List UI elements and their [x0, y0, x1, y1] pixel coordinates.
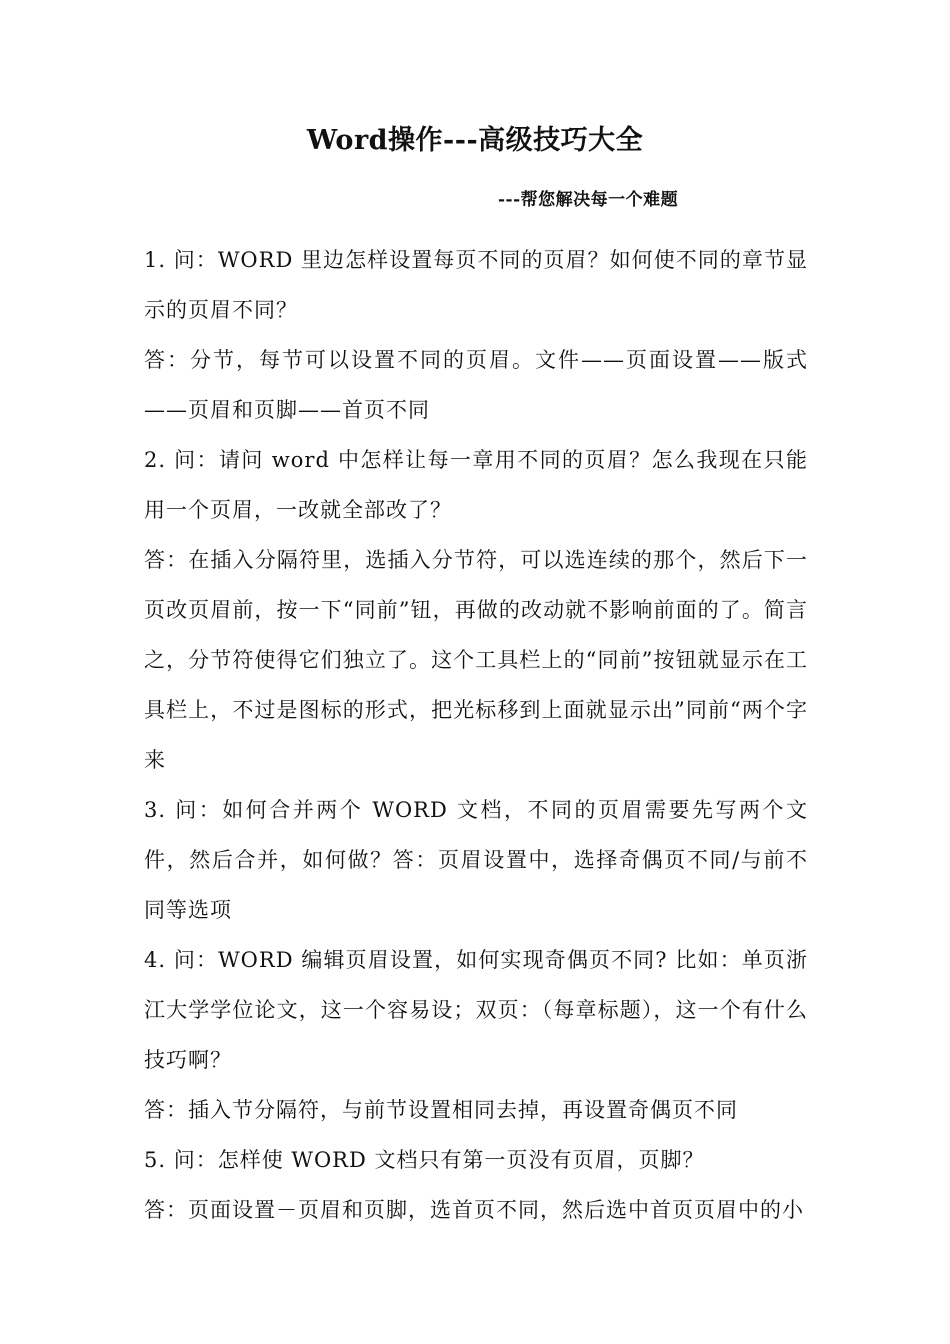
- paragraph-a1: 答：分节，每节可以设置不同的页眉。文件——页面设置——版式——页眉和页脚——首页不同: [144, 348, 808, 422]
- paragraph-q4: 4. 问：WORD 编辑页眉设置，如何实现奇偶页不同? 比如：单页浙江大学学位论文，这一个容易设；双页：（每章标题），这一个有什么技巧啊？: [144, 948, 808, 1072]
- document-title: Word操作---高级技巧大全: [306, 125, 644, 156]
- document-body: [144, 235, 808, 1235]
- paragraph-a4: 答：插入节分隔符，与前节设置相同去掉，再设置奇偶页不同: [144, 1098, 738, 1122]
- document-subtitle: ---帮您解决每一个难题: [498, 190, 679, 210]
- paragraph-q3: 3. 问：如何合并两个 WORD 文档，不同的页眉需要先写两个文件，然后合并，如何做？答：页眉设置中，选择奇偶页不同/与前不同等选项: [144, 798, 808, 922]
- paragraph-q5: 5. 问：怎样使 WORD 文档只有第一页没有页眉，页脚？: [144, 1148, 705, 1172]
- paragraph-q1: 1. 问：WORD 里边怎样设置每页不同的页眉？如何使不同的章节显示的页眉不同？: [144, 248, 808, 322]
- paragraph-q2: 2. 问：请问 word 中怎样让每一章用不同的页眉？怎么我现在只能用一个页眉，一改就全部改了？: [144, 448, 808, 522]
- paragraph-a2: 答：在插入分隔符里，选插入分节符，可以选连续的那个，然后下一页改页眉前，按一下“同前”钮，再做的改动就不影响前面的了。简言之，分节符使得它们独立了。这个工具栏上的“同前”按钮就显示在工具栏上，不过是图标的形式，把光标移到上面就显示出”同前“两个字来: [144, 548, 808, 772]
- paragraph-a5: 答：页面设置－页眉和页脚，选首页不同，然后选中首页页眉中的小: [144, 1198, 804, 1222]
